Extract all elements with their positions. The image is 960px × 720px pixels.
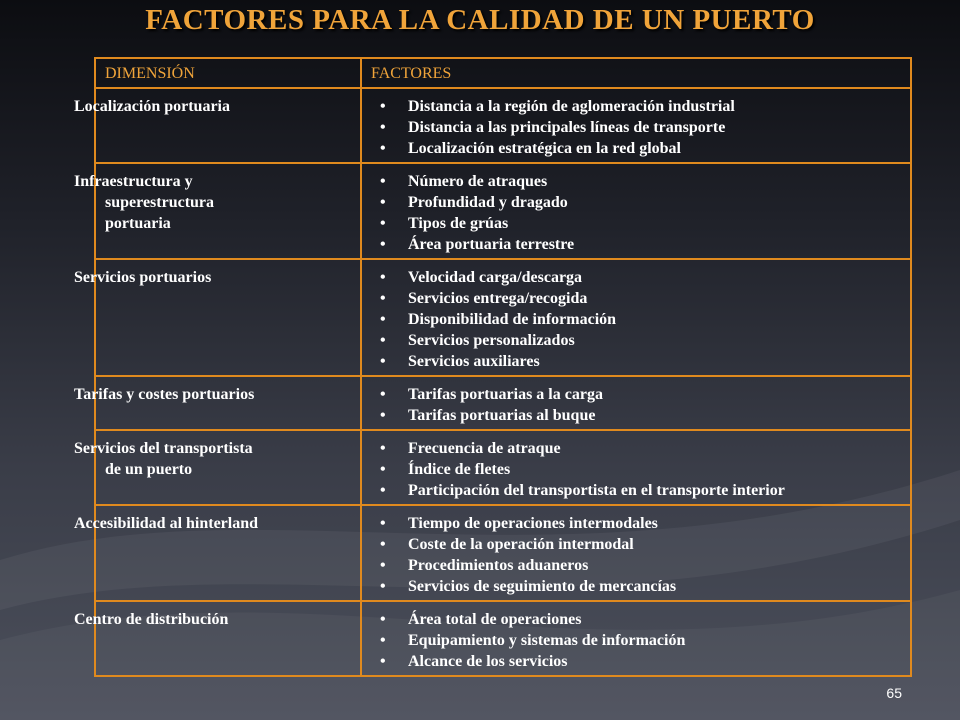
table-body bbox=[74, 88, 911, 676]
factor-text: Tiempo de operaciones intermodales bbox=[408, 515, 658, 532]
bullet-icon: • bbox=[380, 173, 386, 190]
factor-text: Distancia a las principales líneas de transporte bbox=[408, 119, 726, 136]
dimension-cell: Accesibilidad al hinterland bbox=[95, 505, 361, 601]
bullet-icon: • bbox=[380, 515, 386, 532]
list-item bbox=[371, 576, 902, 597]
factors-cell bbox=[361, 88, 911, 163]
bullet-icon: • bbox=[380, 290, 386, 307]
factor-text: Número de atraques bbox=[408, 173, 548, 190]
slide-title: FACTORES PARA LA CALIDAD DE UN PUERTO bbox=[145, 4, 815, 36]
bullet-icon: • bbox=[380, 407, 386, 424]
bullet-icon: • bbox=[380, 98, 386, 115]
factors-cell bbox=[361, 601, 911, 676]
list-item bbox=[371, 459, 902, 480]
dimension-cell: Tarifas y costes portuarios bbox=[95, 376, 361, 430]
table-header-row bbox=[95, 58, 911, 88]
header-dimension: DIMENSIÓN bbox=[95, 58, 361, 88]
factor-text: Alcance de los servicios bbox=[408, 653, 568, 670]
dimension-cell: Servicios portuarios bbox=[95, 259, 361, 376]
table-row bbox=[95, 163, 911, 259]
factor-text: Coste de la operación intermodal bbox=[408, 536, 634, 553]
bullet-icon: • bbox=[380, 332, 386, 349]
list-item bbox=[371, 330, 902, 351]
table-row bbox=[95, 259, 911, 376]
table-row bbox=[95, 601, 911, 676]
bullet-icon: • bbox=[380, 353, 386, 370]
list-item bbox=[371, 513, 902, 534]
factor-text: Equipamiento y sistemas de información bbox=[408, 632, 686, 649]
bullet-icon: • bbox=[380, 311, 386, 328]
bullet-icon: • bbox=[380, 578, 386, 595]
list-item bbox=[371, 534, 902, 555]
bullet-icon: • bbox=[380, 632, 386, 649]
bullet-icon: • bbox=[380, 269, 386, 286]
list-item bbox=[371, 267, 902, 288]
factor-text: Tarifas portuarias a la carga bbox=[408, 386, 603, 403]
factors-cell bbox=[361, 430, 911, 505]
bullet-icon: • bbox=[380, 140, 386, 157]
bullet-icon: • bbox=[380, 440, 386, 457]
factor-text: Área portuaria terrestre bbox=[408, 236, 575, 253]
bullet-icon: • bbox=[380, 653, 386, 670]
list-item bbox=[371, 555, 902, 576]
dimension-cell: Servicios del transportista de un puerto bbox=[95, 430, 361, 505]
bullet-icon: • bbox=[380, 386, 386, 403]
table-row bbox=[95, 430, 911, 505]
bullet-icon: • bbox=[380, 236, 386, 253]
bullet-icon: • bbox=[380, 194, 386, 211]
bullet-icon: • bbox=[380, 482, 386, 499]
factor-text: Localización estratégica en la red global bbox=[408, 140, 681, 157]
dimension-cell: Centro de distribución bbox=[95, 601, 361, 676]
factors-table bbox=[74, 57, 912, 677]
factors-list bbox=[371, 171, 902, 255]
bullet-icon: • bbox=[380, 461, 386, 478]
list-item bbox=[371, 138, 902, 159]
list-item bbox=[371, 438, 902, 459]
list-item bbox=[371, 480, 902, 501]
list-item bbox=[371, 351, 902, 372]
bullet-icon: • bbox=[380, 557, 386, 574]
dimension-cell: Localización portuaria bbox=[95, 88, 361, 163]
factor-text: Servicios auxiliares bbox=[408, 353, 540, 370]
factor-text: Profundidad y dragado bbox=[408, 194, 568, 211]
table-row bbox=[95, 376, 911, 430]
list-item bbox=[371, 96, 902, 117]
factor-text: Distancia a la región de aglomeración industrial bbox=[408, 98, 735, 115]
factor-text: Área total de operaciones bbox=[408, 611, 582, 628]
factors-cell bbox=[361, 259, 911, 376]
list-item bbox=[371, 171, 902, 192]
factor-text: Velocidad carga/descarga bbox=[408, 269, 583, 286]
page-number: 65 bbox=[886, 685, 902, 701]
factor-text: Tipos de grúas bbox=[408, 215, 509, 232]
factors-cell bbox=[361, 163, 911, 259]
list-item bbox=[371, 192, 902, 213]
factor-text: Participación del transportista en el transporte interior bbox=[408, 482, 785, 499]
list-item bbox=[371, 309, 902, 330]
factor-text: Servicios entrega/recogida bbox=[408, 290, 588, 307]
factors-list bbox=[371, 609, 902, 672]
factors-list bbox=[371, 438, 902, 501]
factor-text: Frecuencia de atraque bbox=[408, 440, 561, 457]
factors-list bbox=[371, 96, 902, 159]
factor-text: Servicios personalizados bbox=[408, 332, 575, 349]
list-item bbox=[371, 234, 902, 255]
list-item bbox=[371, 213, 902, 234]
bullet-icon: • bbox=[380, 215, 386, 232]
list-item bbox=[371, 609, 902, 630]
factor-text: Procedimientos aduaneros bbox=[408, 557, 589, 574]
factors-cell bbox=[361, 505, 911, 601]
factor-text: Disponibilidad de información bbox=[408, 311, 617, 328]
table-row bbox=[95, 505, 911, 601]
dimension-cell: Infraestructura y superestructura portuaria bbox=[95, 163, 361, 259]
factors-list bbox=[371, 384, 902, 426]
factors-cell bbox=[361, 376, 911, 430]
list-item bbox=[371, 651, 902, 672]
list-item bbox=[371, 117, 902, 138]
factor-text: Tarifas portuarias al buque bbox=[408, 407, 596, 424]
list-item bbox=[371, 384, 902, 405]
factors-list bbox=[371, 513, 902, 597]
factor-text: Servicios de seguimiento de mercancías bbox=[408, 578, 677, 595]
list-item bbox=[371, 630, 902, 651]
table-row bbox=[95, 88, 911, 163]
list-item bbox=[371, 405, 902, 426]
list-item bbox=[371, 288, 902, 309]
factor-text: Índice de fletes bbox=[408, 461, 511, 478]
bullet-icon: • bbox=[380, 611, 386, 628]
factors-list bbox=[371, 267, 902, 372]
header-factors: FACTORES bbox=[361, 58, 911, 88]
bullet-icon: • bbox=[380, 536, 386, 553]
bullet-icon: • bbox=[380, 119, 386, 136]
